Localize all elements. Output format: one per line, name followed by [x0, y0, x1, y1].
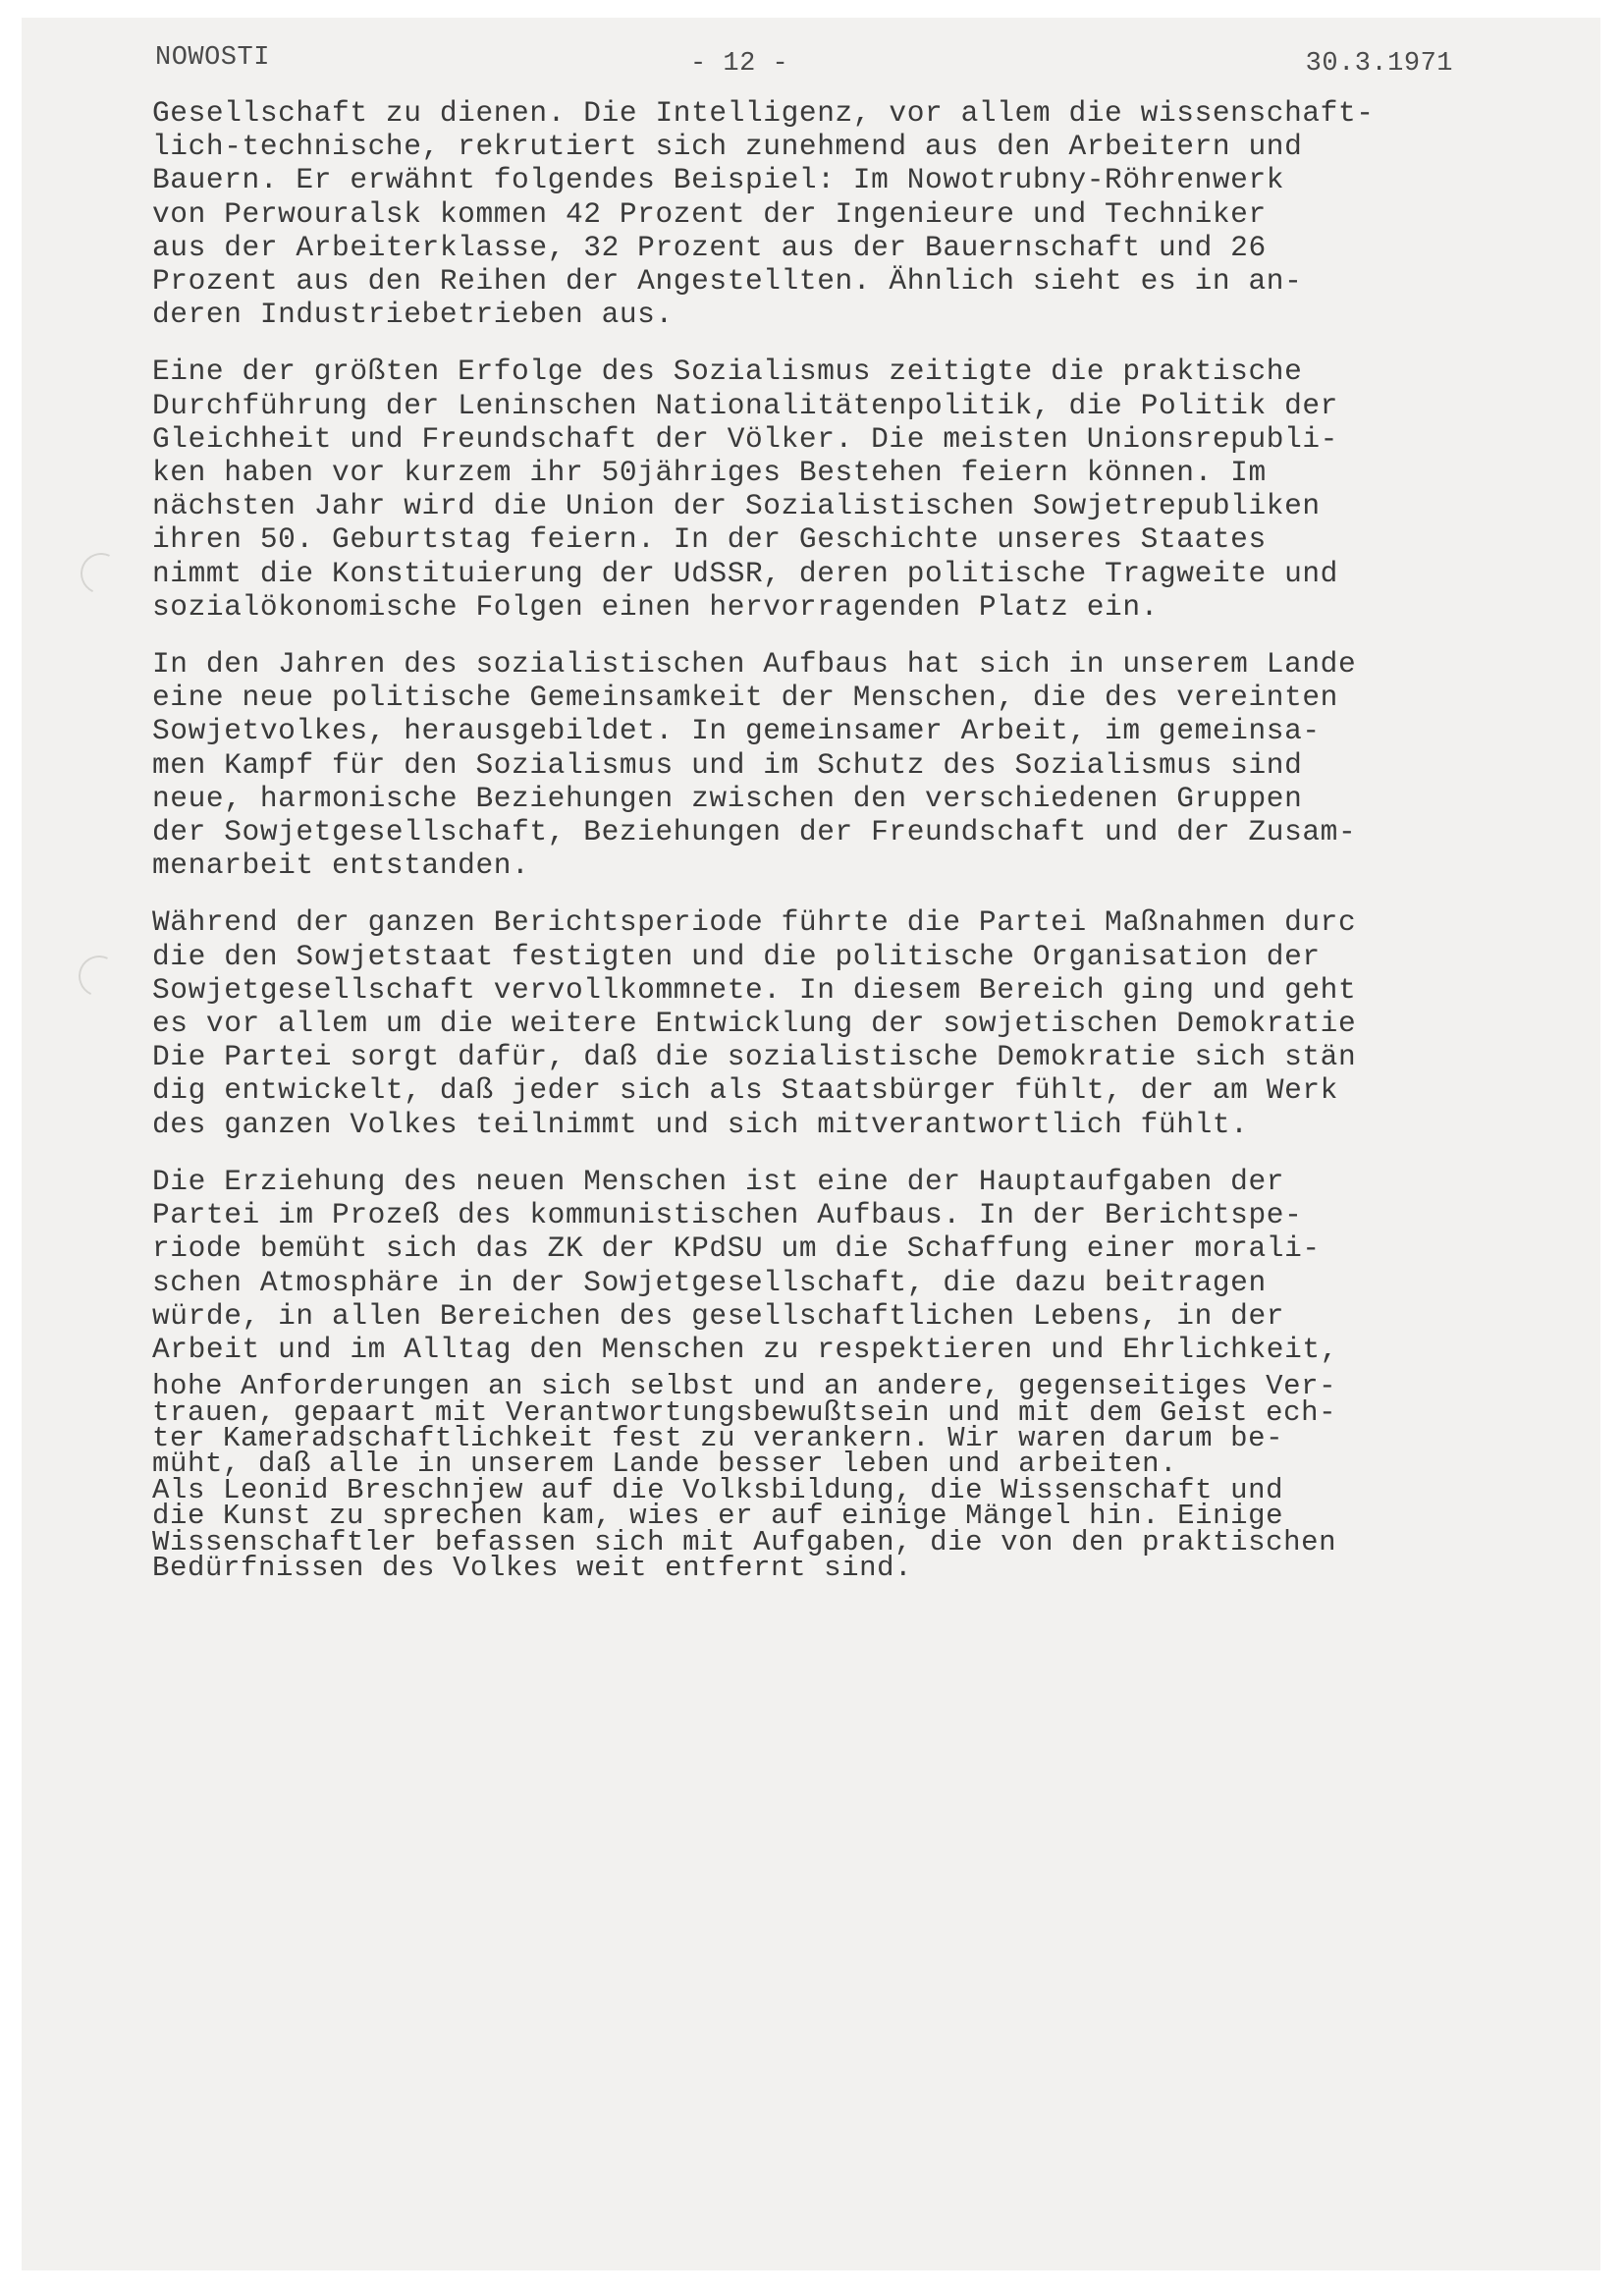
text-line: Prozent aus den Reihen der Angestellten. Ähnlich sieht es in an- [152, 264, 1303, 299]
text-line: Eine der größten Erfolge des Sozialismus zeitigte die praktische [152, 355, 1303, 389]
text-line: schen Atmosphäre in der Sowjetgesellschaft, die dazu beitragen [152, 1265, 1267, 1299]
text-line: Arbeit und im Alltag den Menschen zu respektieren und Ehrlichkeit, [152, 1332, 1338, 1366]
text-line: eine neue politische Gemeinsamkeit der Menschen, die des vereinten [152, 681, 1338, 715]
text-line: ter Kameradschaftlichkeit fest zu verankern. Wir waren darum be- [152, 1421, 1284, 1454]
text-line: Die Erziehung des neuen Menschen ist eine der Hauptaufgaben der [152, 1164, 1285, 1198]
text-line: Wissenschaftler befassen sich mit Aufgaben, die von den praktischen [152, 1525, 1337, 1558]
header-page-number: - 12 - [690, 49, 789, 79]
text-line: trauen, gepaart mit Verantwortungsbewußtsein und mit dem Geist ech- [152, 1395, 1337, 1429]
paragraph [152, 1370, 1566, 1584]
header-source: NOWOSTI [155, 43, 270, 73]
text-line: sozialökonomische Folgen einen hervorragenden Platz ein. [152, 589, 1159, 624]
text-line: Sowjetgesellschaft vervollkommnete. In diesem Bereich ging und geht [152, 972, 1357, 1007]
text-line: Sowjetvolkes, herausgebildet. In gemeinsamer Arbeit, im gemeinsa- [152, 714, 1321, 748]
punch-hole-mark [75, 547, 128, 600]
paragraph [152, 905, 1566, 1140]
paragraph [152, 647, 1566, 882]
text-line: die Kunst zu sprechen kam, wies er auf einige Mängel hin. Einige [152, 1500, 1284, 1533]
text-line: müht, daß alle in unserem Lande besser leben und arbeiten. [152, 1448, 1178, 1481]
paragraph [152, 96, 1566, 331]
text-line: der Sowjetgesellschaft, Beziehungen der Freundschaft und der Zusam- [152, 815, 1357, 849]
text-line: von Perwouralsk kommen 42 Prozent der Ingenieure und Techniker [152, 196, 1267, 231]
text-line: lich-technische, rekrutiert sich zunehmend aus den Arbeitern und [152, 130, 1303, 164]
text-line: ihren 50. Geburtstag feiern. In der Geschichte unseres Staates [152, 522, 1267, 557]
text-line: ken haben vor kurzem ihr 50jähriges Bestehen feiern können. Im [152, 456, 1267, 490]
text-line: aus der Arbeiterklasse, 32 Prozent aus der Bauernschaft und 26 [152, 230, 1267, 264]
text-line: hohe Anforderungen an sich selbst und an andere, gegenseitiges Ver- [152, 1370, 1337, 1403]
text-line: menarbeit entstanden. [152, 848, 530, 883]
text-line: neue, harmonische Beziehungen zwischen den verschiedenen Gruppen [152, 781, 1303, 815]
text-line: deren Industriebetrieben aus. [152, 298, 674, 332]
document-page [22, 18, 1600, 2270]
text-line: Bedürfnissen des Volkes weit entfernt sind. [152, 1551, 913, 1584]
header-date: 30.3.1971 [1305, 49, 1453, 79]
text-line: des ganzen Volkes teilnimmt und sich mitverantwortlich fühlt. [152, 1107, 1249, 1141]
paragraph [152, 355, 1566, 624]
text-line: Durchführung der Leninschen Nationalitätenpolitik, die Politik der [152, 388, 1338, 422]
text-line: Bauern. Er erwähnt folgendes Beispiel: Im Nowotrubny-Röhrenwerk [152, 163, 1285, 197]
body-text [152, 96, 1566, 1584]
text-line: nächsten Jahr wird die Union der Sozialistischen Sowjetrepubliken [152, 489, 1321, 523]
text-line: men Kampf für den Sozialismus und im Schutz des Sozialismus sind [152, 747, 1303, 782]
page-header [155, 31, 1453, 79]
text-line: Gleichheit und Freundschaft der Völker. Die meisten Unionsrepubli- [152, 421, 1338, 456]
text-line: Während der ganzen Berichtsperiode führte die Partei Maßnahmen durc [152, 905, 1357, 940]
punch-hole-mark [73, 950, 126, 1003]
text-line: nimmt die Konstituierung der UdSSR, deren politische Tragweite und [152, 556, 1338, 590]
text-line: dig entwickelt, daß jeder sich als Staatsbürger fühlt, der am Werk [152, 1073, 1338, 1108]
text-line: riode bemüht sich das ZK der KPdSU um die Schaffung einer morali- [152, 1231, 1321, 1266]
text-line: In den Jahren des sozialistischen Aufbaus hat sich in unserem Lande [152, 647, 1357, 682]
text-line: die den Sowjetstaat festigten und die politische Organisation der [152, 939, 1321, 973]
text-line: Partei im Prozeß des kommunistischen Aufbaus. In der Berichtspe- [152, 1198, 1303, 1232]
text-line: würde, in allen Bereichen des gesellschaftlichen Lebens, in der [152, 1298, 1285, 1333]
text-line: Als Leonid Breschnjew auf die Volksbildung, die Wissenschaft und [152, 1473, 1284, 1506]
text-line: Die Partei sorgt dafür, daß die sozialistische Demokratie sich stän [152, 1040, 1357, 1074]
text-line: Gesellschaft zu dienen. Die Intelligenz, vor allem die wissenschaft- [152, 96, 1375, 130]
paragraph [152, 1165, 1566, 1366]
text-line: es vor allem um die weitere Entwicklung der sowjetischen Demokratie [152, 1007, 1357, 1041]
